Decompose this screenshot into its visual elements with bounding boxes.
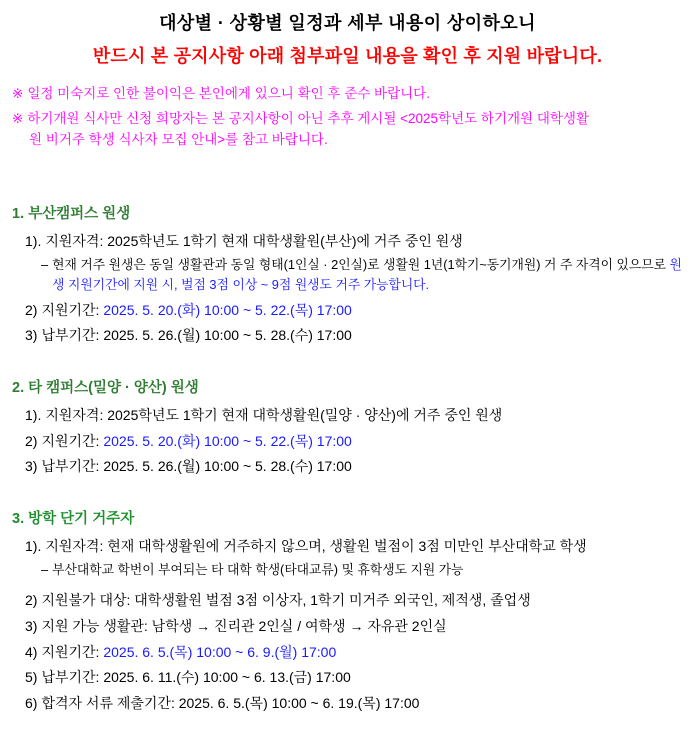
header-line-1: 대상별 · 상황별 일정과 세부 내용이 상이하오니 <box>159 13 536 33</box>
list-item-text <box>41 299 683 322</box>
apply-period-label: 지원기간: <box>41 432 104 449</box>
section-busan-campus <box>12 203 683 347</box>
sections-container <box>0 203 695 743</box>
list-item-number: 2) <box>25 432 38 449</box>
list-item <box>12 404 683 427</box>
notice-text-continued: 원 비거주 학생 식사자 모집 안내>를 참고 바랍니다. <box>29 131 328 147</box>
list-item-number: 4) <box>25 643 38 660</box>
list-item <box>12 666 683 689</box>
notice-item <box>12 84 681 105</box>
section-vacation-short-term <box>12 508 683 715</box>
list-item <box>12 230 683 253</box>
notice-text: 일정 미숙지로 인한 불이익은 본인에게 있으니 확인 후 준수 바랍니다. <box>27 86 430 101</box>
detail-line-2-prefix: 주 자격이 있으므로 <box>559 256 670 272</box>
header-line-2: 반드시 본 공지사항 아래 첨부파일 내용을 확인 후 지원 바랍니다. <box>92 46 603 66</box>
apply-period-value: 2025. 5. 20.(화) 10:00 ~ 5. 22.(목) 17:00 <box>103 432 352 449</box>
list-item-number: 2) <box>25 592 38 609</box>
list-item-detail-text <box>52 255 683 296</box>
list-item-number: 5) <box>25 669 38 686</box>
document-header <box>0 0 695 70</box>
list-item <box>12 324 683 347</box>
list-item <box>12 299 683 322</box>
list-item-text: 납부기간: 2025. 5. 26.(월) 10:00 ~ 5. 28.(수) 17:00 <box>41 327 352 344</box>
detail-line-1: 현재 거주 원생은 동일 생활관과 동일 형태(1인실 · 2인실)로 생활원 1년(1학기~동기개원) 거 <box>52 256 557 272</box>
list-item-number: 2) <box>25 301 38 318</box>
apply-period-value: 2025. 6. 5.(목) 10:00 ~ 6. 9.(월) 17:00 <box>103 643 337 660</box>
list-item-text <box>41 430 683 453</box>
notice-list <box>0 84 695 151</box>
list-item-text: 지원불가 대상: 대학생활원 벌점 3점 이상자, 1학기 미거주 외국인, 제적생, 졸업생 <box>41 592 531 609</box>
spacer <box>12 355 683 377</box>
spacer <box>12 580 683 586</box>
list-item-text: 납부기간: 2025. 5. 26.(월) 10:00 ~ 5. 28.(수) 17:00 <box>41 458 352 475</box>
list-item-number: 3) <box>25 327 38 344</box>
list-item-number: 1). <box>25 407 42 424</box>
reference-mark-icon: ※ <box>12 110 24 126</box>
apply-period-label: 지원기간: <box>41 643 104 660</box>
list-item-number: 3) <box>25 618 38 635</box>
reference-mark-icon: ※ <box>12 86 24 101</box>
list-item <box>12 430 683 453</box>
section-title: 3. 방학 단기 거주자 <box>12 511 135 528</box>
notice-text: 하기개원 식사만 신청 희망자는 본 공지사항이 아닌 추후 게시될 <2025학년도 하기개원 대학생활 <box>27 110 590 126</box>
section-title: 1. 부산캠퍼스 원생 <box>12 205 131 222</box>
dash-icon: – <box>41 256 49 272</box>
section-title: 2. 타 캠퍼스(밀양 · 양산) 원생 <box>12 379 199 396</box>
apply-period-value: 2025. 5. 20.(화) 10:00 ~ 5. 22.(목) 17:00 <box>103 301 352 318</box>
list-item <box>12 641 683 664</box>
list-item-text: 지원자격: 2025학년도 1학기 현재 대학생활원(부산)에 거주 중인 원생 <box>45 232 463 249</box>
list-item-text: 납부기간: 2025. 6. 11.(수) 10:00 ~ 6. 13.(금) 17:00 <box>41 669 351 686</box>
list-item-text <box>41 641 683 664</box>
section-other-campus <box>12 377 683 478</box>
list-item <box>12 535 683 558</box>
detail-line-2-highlight: 원생 지원기간에 지원 시, 벌점 3점 이상 ~ 9점 원생도 거주 가능합니다. <box>52 256 682 293</box>
list-item-detail <box>12 560 683 580</box>
list-item-text: 지원자격: 2025학년도 1학기 현재 대학생활원(밀양 · 양산)에 거주 중인 원생 <box>45 407 503 424</box>
list-item-number: 1). <box>25 538 42 555</box>
apply-period-label: 지원기간: <box>41 301 104 318</box>
list-item-number: 1). <box>25 232 42 249</box>
list-item-text: 지원 가능 생활관: 남학생 → 진리관 2인실 / 여학생 → 자유관 2인실 <box>41 618 447 635</box>
list-item-number: 3) <box>25 458 38 475</box>
list-item-number: 6) <box>25 695 38 712</box>
list-item-detail-text: 부산대학교 학번이 부여되는 타 대학 학생(타대교류) 및 휴학생도 지원 가능 <box>52 561 464 577</box>
list-item-detail <box>12 255 683 296</box>
list-item <box>12 692 683 715</box>
list-item-text: 지원자격: 현재 대학생활원에 거주하지 않으며, 생활원 벌점이 3점 미만인 부산대학교 학생 <box>45 538 587 555</box>
list-item <box>12 615 683 638</box>
list-item-text: 합격자 서류 제출기간: 2025. 6. 5.(목) 10:00 ~ 6. 19.(목) 17:00 <box>41 695 420 712</box>
notice-item <box>12 109 681 130</box>
spacer <box>12 486 683 508</box>
list-item <box>12 455 683 478</box>
dash-icon: – <box>41 561 49 577</box>
list-item <box>12 589 683 612</box>
